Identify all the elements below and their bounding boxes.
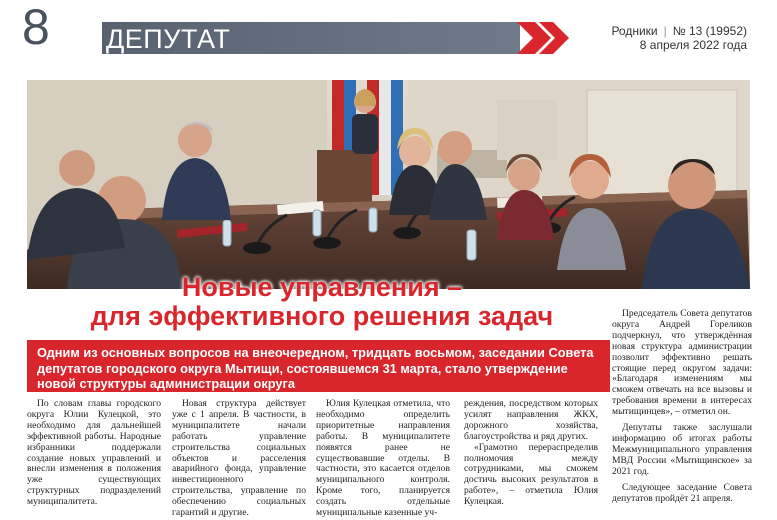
chevron-arrows-icon [517, 22, 581, 54]
paragraph: Юлия Кулецкая отметила, что необходимо определить приоритетные направления работы. В муниципалитете появятся ранее не существовавшие отделы. В частности, это касается отделов муниципального контроля. Кроме того, планируется создать отдельные муниципальные казенные уч- [316, 398, 450, 519]
newspaper-name: Родники [611, 24, 658, 38]
lead-paragraph: Одним из основных вопросов на внеочередном, тридцать восьмом, заседании Совета депутатов городского округа Мытищи, состоявшемся 31 марта, стало утверждение новой структуры администрации округа [27, 340, 610, 392]
headline-line-1: Новые управления – [181, 272, 463, 302]
text-column-2 [172, 399, 306, 519]
paragraph: Председатель Совета депутатов округа Андрей Гореликов подчеркнул, что утверждённая новая структура администрации позволит эффективно решать стоящие перед округом задачи: «Благодаря изменениям мы сможем отвечать на все вызовы и требования времени в интересах мытищинцев», – отметил он. [612, 308, 752, 418]
issue-number: № 13 (19952) [672, 24, 747, 38]
issue-date: 8 апреля 2022 года [639, 38, 747, 52]
text-column-4 [464, 399, 598, 508]
text-column-5 [612, 309, 752, 504]
headline [27, 273, 617, 331]
paragraph: Депутаты также заслушали информацию об итогах работы Межмуниципального управления МВД России «Мытищинское» за 2021 год. [612, 422, 752, 477]
paragraph: Новая структура действует уже с 1 апреля. В частности, в муниципалитете начали работать управление строительства социальных объектов и расселения аварийного фонда, управление инвестиционного строительства, управление по обеспечению социальных гарантий и другие. [172, 398, 306, 519]
paragraph: По словам главы городского округа Юлии Кулецкой, это необходимо для дальнейшей эффективной работы. Народные избранники поддержали создание новых управлений и внесли изменения в положения уже существующих структурных подразделений муниципалитета. [27, 398, 161, 508]
headline-line-2: для эффективного решения задач [90, 301, 554, 331]
masthead: Родники | № 13 (19952) 8 апреля 2022 года [611, 24, 747, 52]
session-photo [27, 80, 750, 289]
paragraph: реждения, посредством которых усилят направления ЖКХ, дорожного хозяйства, благоустройства и ряд других. [464, 398, 598, 442]
page-number: 8 [22, 0, 50, 55]
text-column-1 [27, 399, 161, 508]
paragraph: Следующее заседание Совета депутатов пройдёт 21 апреля. [612, 481, 752, 504]
text-column-3 [316, 399, 450, 519]
section-title: ДЕПУТАТ [106, 24, 231, 54]
paragraph: «Грамотно перераспределив полномочия между сотрудниками, мы сможем достичь высоких результатов в работе», – отметила Юлия Кулецкая. [464, 441, 598, 508]
